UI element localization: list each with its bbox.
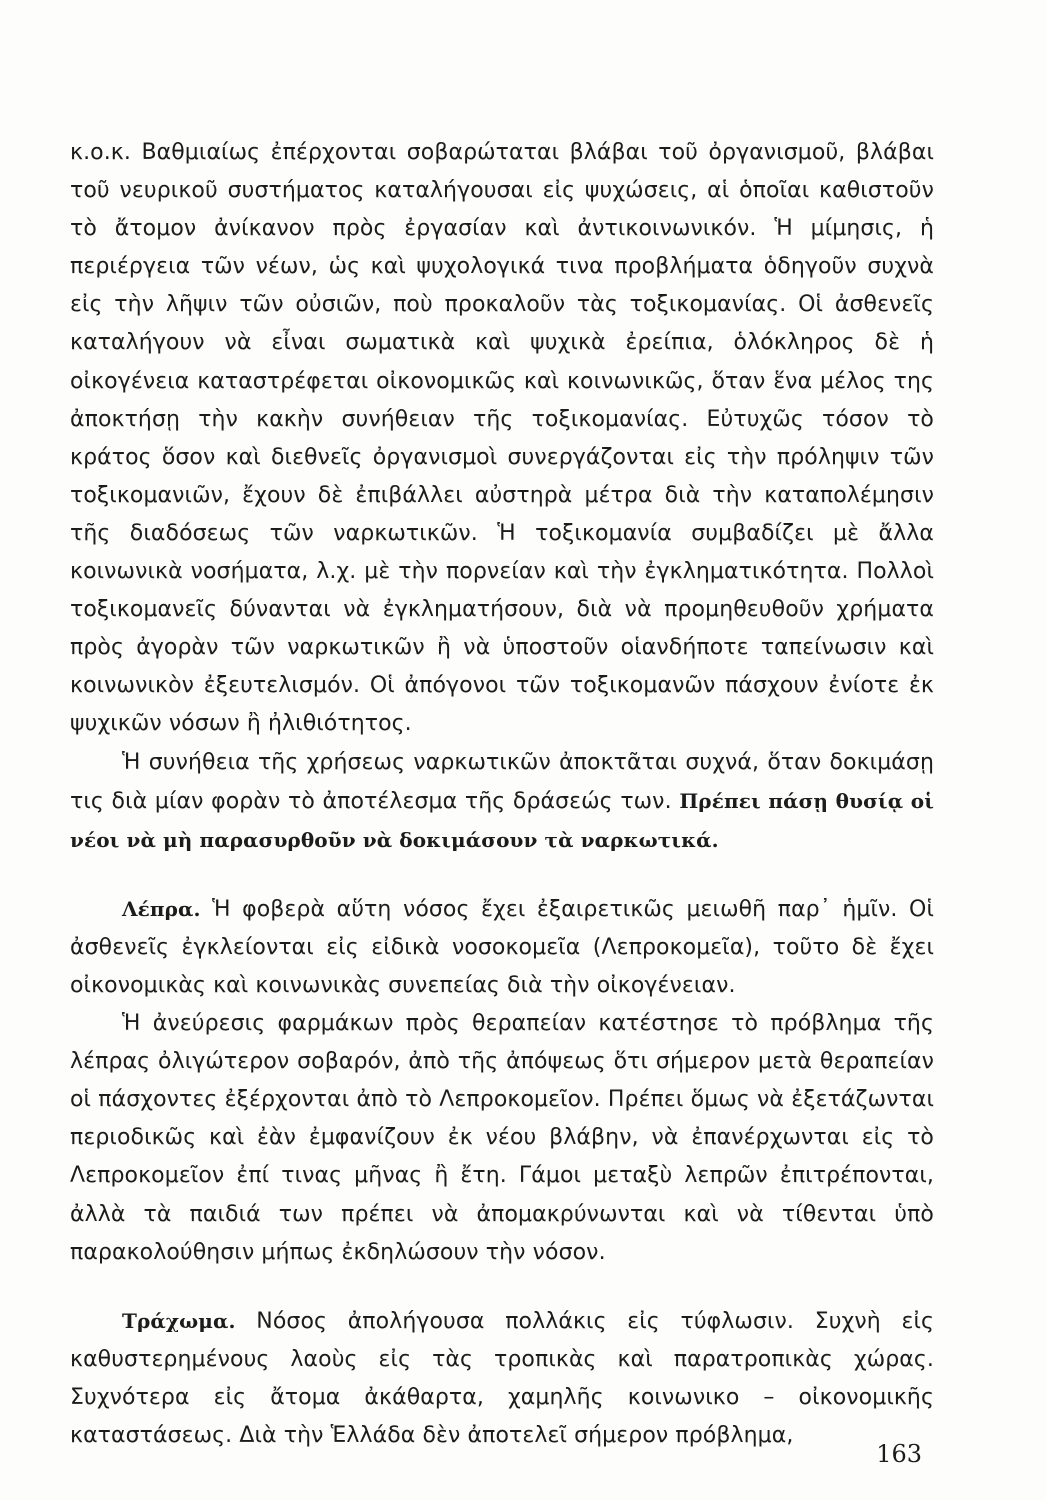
section-gap: [70, 1272, 934, 1302]
leprosy-text: Ἡ φοβερὰ αὕτη νόσος ἔχει ἐξαιρετικῶς μειωθῆ παρ᾽ ἡμῖν. Οἱ ἀσθενεῖς ἐγκλείονται εἰς εἰδικὰ νοσοκομεῖα (Λεπροκομεῖα), τοῦτο δὲ ἔχει οἰκονομικὰς καὶ κοινωνικὰς συνεπείας διὰ τὴν οἰκογένειαν.: [70, 896, 935, 998]
paragraph-leprosy: [70, 890, 934, 1005]
page-body: [70, 134, 934, 1455]
paragraph-leprosy-treatment: Ἡ ἀνεύρεσις φαρμάκων πρὸς θεραπείαν κατέστησε τὸ πρόβλημα τῆς λέπρας ὀλιγώτερον σοβαρόν, ἀπὸ τῆς ἀπόψεως ὅτι σήμερον μετὰ θεραπείαν οἱ πάσχοντες ἐξέρχονται ἀπὸ τὸ Λεπροκομεῖον. Πρέπει ὅμως νὰ ἐξετάζωνται περιοδικῶς καὶ ἐὰν ἐμφανίζουν ἐκ νέου βλάβην, νὰ ἐπανέρχωνται εἰς τὸ Λεπροκομεῖον ἐπί τινας μῆνας ἢ ἔτη. Γάμοι μεταξὺ λεπρῶν ἐπιτρέπονται, ἀλλὰ τὰ παιδιά των πρέπει νὰ ἀπομακρύνωνται καὶ νὰ τίθενται ὑπὸ παρακολούθησιν μήπως ἐκδηλώσουν τὴν νόσον.: [70, 1011, 934, 1265]
section-gap: [70, 860, 934, 890]
paragraph-habit: [70, 744, 934, 860]
paragraph-trachoma: [70, 1302, 934, 1455]
habit-text: Ἡ συνήθεια τῆς χρήσεως ναρκωτικῶν ἀποκτᾶται συχνά, ὅταν δοκιμάσῃ τις διὰ μίαν φορὰν τὸ ἀποτέλεσμα τῆς δράσεώς των.: [70, 749, 934, 814]
trachoma-text: Νόσος ἀπολήγουσα πολλάκις εἰς τύφλωσιν. Συχνὴ εἰς καθυστερημένους λαοὺς εἰς τὰς τροπικὰς καὶ παρατροπικὰς χώρας. Συχνότερα εἰς ἄτομα ἀκάθαρτα, χαμηλῆς κοινωνικο – οἰκονομικῆς καταστάσεως. Διὰ τὴν Ἑλλάδα δὲν ἀποτελεῖ σήμερον πρόβλημα,: [70, 1308, 935, 1448]
habit-warning: Πρέπει πάσῃ θυσίᾳ οἱ νέοι νὰ μὴ παρασυρθοῦν νὰ δοκιμάσουν τὰ ναρκωτικά.: [70, 788, 934, 852]
trachoma-heading: Τράχωμα.: [122, 1308, 236, 1333]
leprosy-heading: Λέπρα.: [122, 896, 201, 921]
paragraph-addiction-effects: κ.ο.κ. Βαθμιαίως ἐπέρχονται σοβαρώταται βλάβαι τοῦ ὀργανισμοῦ, βλάβαι τοῦ νευρικοῦ συστήματος καταλήγουσαι εἰς ψυχώσεις, αἱ ὁποῖαι καθιστοῦν τὸ ἄτομον ἀνίκανον πρὸς ἐργασίαν καὶ ἀντικοινωνικόν. Ἡ μίμησις, ἡ περιέργεια τῶν νέων, ὡς καὶ ψυχολογικά τινα προβλήματα ὁδηγοῦν συχνὰ εἰς τὴν λῆψιν τῶν οὐσιῶν, ποὺ προκαλοῦν τὰς τοξικομανίας. Οἱ ἀσθενεῖς καταλήγουν νὰ εἶναι σωματικὰ καὶ ψυχικὰ ἐρείπια, ὁλόκληρος δὲ ἡ οἰκογένεια καταστρέφεται οἰκονομικῶς καὶ κοινωνικῶς, ὅταν ἕνα μέλος της ἀποκτήσῃ τὴν κακὴν συνήθειαν τῆς τοξικομανίας. Εὐτυχῶς τόσον τὸ κράτος ὅσον καὶ διεθνεῖς ὀργανισμοὶ συνεργάζονται εἰς τὴν πρόληψιν τῶν τοξικομανιῶν, ἔχουν δὲ ἐπιβάλλει αὐστηρὰ μέτρα διὰ τὴν καταπολέμησιν τῆς διαδόσεως τῶν ναρκωτικῶν. Ἡ τοξικομανία συμβαδίζει μὲ ἄλλα κοινωνικὰ νοσήματα, λ.χ. μὲ τὴν πορνείαν καὶ τὴν ἐγκληματικότητα. Πολλοὶ τοξικομανεῖς δύνανται νὰ ἐγκληματήσουν, διὰ νὰ προμηθευθοῦν χρήματα πρὸς ἀγορὰν τῶν ναρκωτικῶν ἢ νὰ ὑποστοῦν οἱανδήποτε ταπείνωσιν καὶ κοινωνικὸν ἐξευτελισμόν. Οἱ ἀπόγονοι τῶν τοξικομανῶν πάσχουν ἐνίοτε ἐκ ψυχικῶν νόσων ἢ ἠλιθιότητος.: [70, 140, 934, 737]
page-number: 163: [876, 1440, 922, 1468]
